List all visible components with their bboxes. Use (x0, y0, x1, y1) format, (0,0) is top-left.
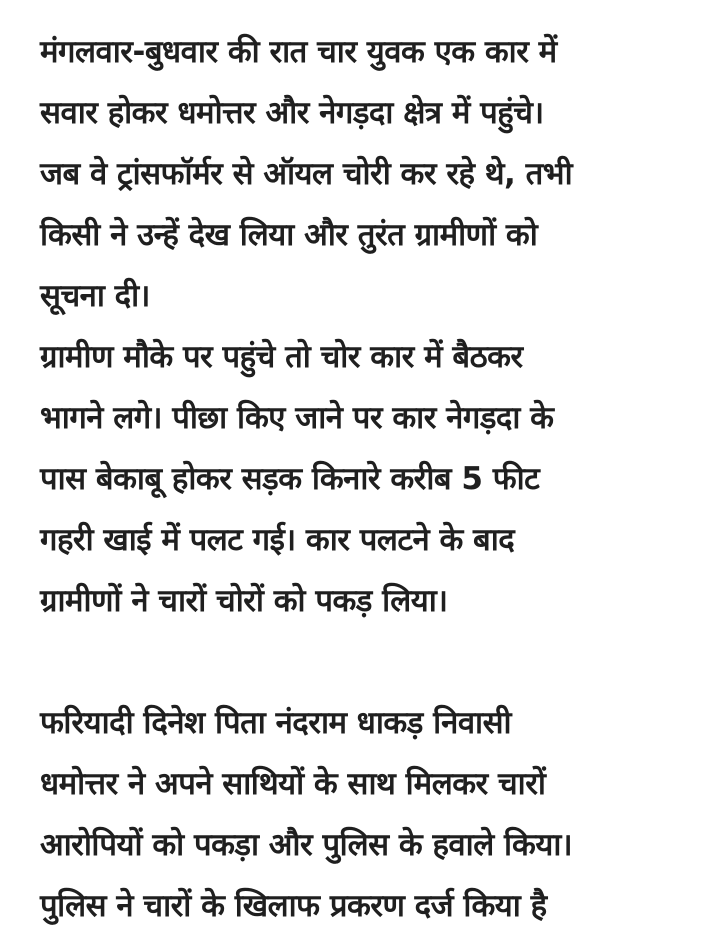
text-line: सूचना दी। (40, 278, 150, 314)
news-article (40, 22, 710, 937)
text-line: सवार होकर धमोत्तर और नेगड़दा क्षेत्र में पहुंचे। (40, 95, 544, 131)
text-line: जब वे ट्रांसफॉर्मर से ऑयल चोरी कर रहे थे, तभी (40, 156, 573, 192)
text-line: गहरी खाई में पलट गई। कार पलटने के बाद (40, 522, 515, 558)
text-line: पुलिस ने चारों के खिलाफ प्रकरण दर्ज किया है (40, 888, 547, 924)
article-paragraph-1 (40, 22, 710, 327)
text-line: आरोपियों को पकड़ा और पुलिस के हवाले किया। (40, 827, 573, 863)
text-line: ग्रामीणों ने चारों चोरों को पकड़ लिया। (40, 583, 448, 619)
text-line: किसी ने उन्हें देख लिया और तुरंत ग्रामीणों को (40, 217, 538, 253)
text-line: ग्रामीण मौके पर पहुंचे तो चोर कार में बैठकर (40, 339, 523, 375)
text-line: पास बेकाबू होकर सड़क किनारे करीब 5 फीट (40, 461, 540, 497)
text-line: धमोत्तर ने अपने साथियों के साथ मिलकर चारों (40, 766, 546, 802)
text-line: मंगलवार-बुधवार की रात चार युवक एक कार में (40, 34, 557, 70)
article-paragraph-2 (40, 327, 710, 632)
text-line: फरियादी दिनेश पिता नंदराम धाकड़ निवासी (40, 705, 512, 741)
article-paragraph-3 (40, 693, 710, 937)
text-line: भागने लगे। पीछा किए जाने पर कार नेगड़दा के (40, 400, 554, 436)
paragraph-spacer (40, 632, 710, 693)
